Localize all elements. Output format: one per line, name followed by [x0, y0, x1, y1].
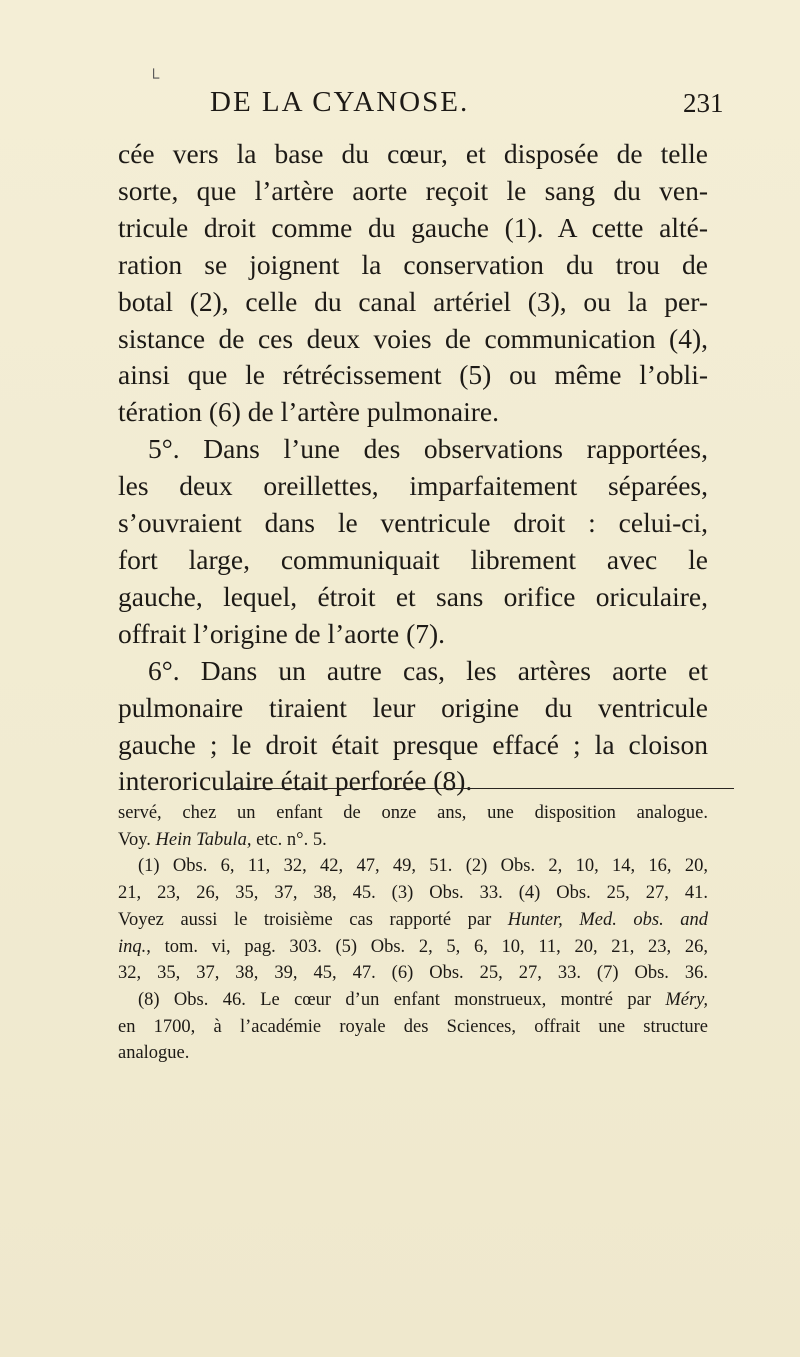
- text-line: les deux oreillettes, imparfaitement séparées,: [118, 470, 708, 502]
- footnote-line: analogue.: [118, 1043, 190, 1064]
- text-line: cée vers la base du cœur, et disposée de telle: [118, 138, 708, 169]
- text-line: ainsi que le rétrécissement (5) ou même l’obli-: [118, 359, 708, 391]
- footnote-line: 32, 35, 37, 38, 39, 45, 47. (6) Obs. 25, 27, 33. (7) Obs. 36.: [118, 963, 708, 984]
- text-line: s’ouvraient dans le ventricule droit : celui-ci,: [118, 507, 708, 539]
- footnote-line: [118, 934, 708, 961]
- footnote-line: servé, chez un enfant de onze ans, une disposition analogue.: [118, 803, 708, 823]
- footnote-line: (1) Obs. 6, 11, 32, 42, 47, 49, 51. (2) Obs. 2, 10, 14, 16, 20,: [138, 856, 708, 877]
- text-line: pulmonaire tiraient leur origine du ventricule: [118, 691, 708, 723]
- text-line: ration se joignent la conservation du trou de: [118, 248, 708, 280]
- text-line: gauche ; le droit était presque effacé ; la cloison: [118, 728, 708, 760]
- citation-author: Hunter, Med. obs. and: [507, 909, 708, 930]
- footnote-text: (8) Obs. 46. Le cœur d’un enfant monstrueux, montré par: [138, 989, 666, 1010]
- running-title: DE LA CYANOSE.: [210, 86, 470, 118]
- footnote-rule: [228, 788, 734, 789]
- text-line: fort large, communiquait librement avec le: [118, 543, 708, 575]
- footnote-line: 21, 23, 26, 35, 37, 38, 45. (3) Obs. 33. (4) Obs. 25, 27, 41.: [118, 883, 708, 904]
- footnote-text: Voy.: [118, 829, 156, 850]
- citation-title: Hein Tabula,: [155, 829, 252, 850]
- footnote-text: Voyez aussi le troisième cas rapporté par: [118, 909, 508, 930]
- citation-title: inq.: [118, 936, 147, 957]
- text-line: offrait l’origine de l’aorte (7).: [118, 617, 446, 649]
- text-line: tricule droit comme du gauche (1). A cette alté-: [118, 211, 708, 243]
- text-line: 6°. Dans un autre cas, les artères aorte et: [148, 654, 708, 686]
- text-line: sistance de ces deux voies de communication (4),: [118, 322, 708, 354]
- corner-mark: └: [148, 70, 160, 87]
- text-line: botal (2), celle du canal artériel (3), ou la per-: [118, 285, 708, 317]
- page-header: [0, 86, 800, 126]
- footnote-line: [118, 827, 708, 854]
- footnotes: [118, 800, 708, 1067]
- citation-author: Méry,: [665, 989, 708, 1010]
- main-text: [118, 136, 708, 800]
- page-number: 231: [683, 88, 724, 118]
- text-line: 5°. Dans l’une des observations rapportées,: [148, 433, 708, 465]
- text-line: interoriculaire était perforée (8).: [118, 765, 473, 797]
- footnote-line: en 1700, à l’académie royale des Sciences, offrait une structure: [118, 1016, 708, 1037]
- footnote-text: , tom. vi, pag. 303. (5) Obs. 2, 5, 6, 10, 11, 20, 21, 23, 26,: [146, 936, 708, 957]
- footnote-text: etc. n°. 5.: [251, 829, 327, 850]
- text-line: sorte, que l’artère aorte reçoit le sang du ven-: [118, 174, 708, 206]
- text-line: tération (6) de l’artère pulmonaire.: [118, 396, 499, 428]
- footnote-line: [118, 987, 708, 1014]
- text-line: gauche, lequel, étroit et sans orifice oriculaire,: [118, 580, 708, 612]
- footnote-line: [118, 907, 708, 934]
